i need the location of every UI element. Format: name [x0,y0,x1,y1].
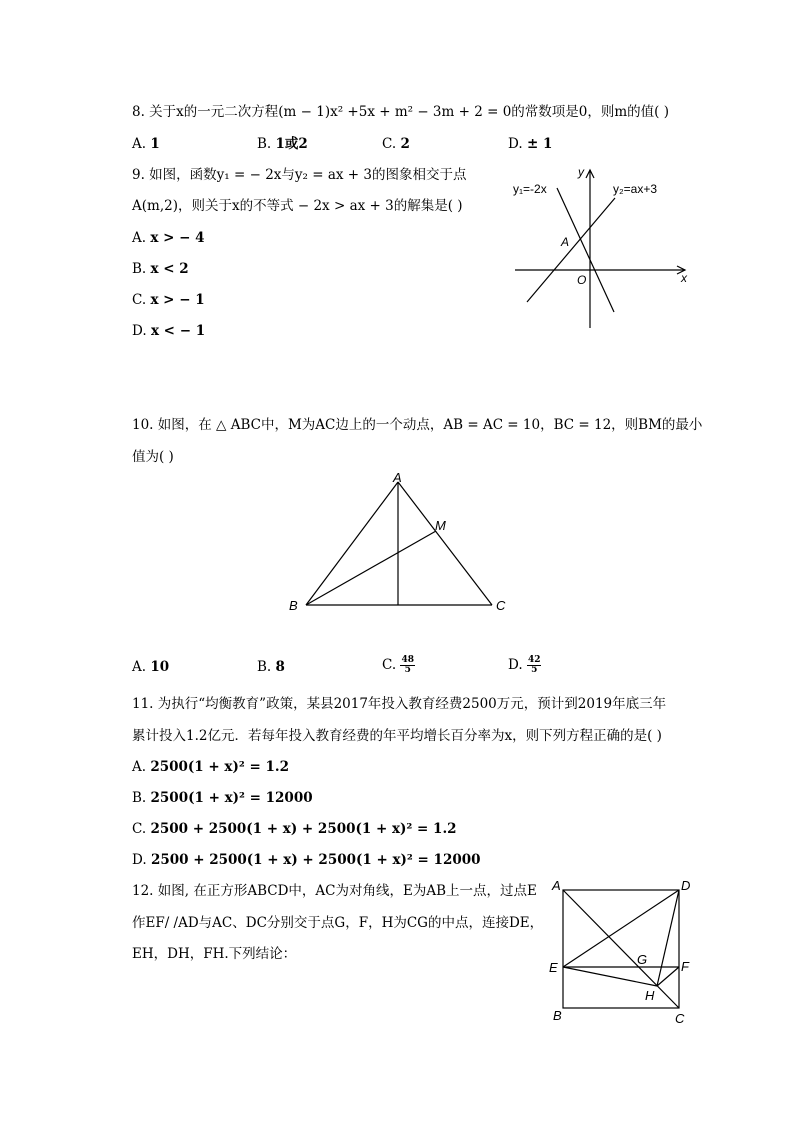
label-g: G [637,952,648,967]
label-o: O [577,273,587,287]
segment-bm [306,531,436,605]
q9-stem-line1: 9. 如图，函数y₁ = − 2x与y₂ = ax + 3的图象相交于点 [132,167,467,183]
label-a: A [552,878,561,893]
label-c: C [496,598,506,613]
q9-option-c: C. x > − 1 [132,292,205,308]
q8-option-b: B. 1或2 [257,136,308,152]
line-y1 [557,188,614,312]
label-e: E [549,960,558,975]
q11-option-b: B. 2500(1 + x)² = 12000 [132,790,313,806]
label-f: F [681,959,689,974]
segment-eh [563,967,657,986]
q12-stem-line2: 作EF/ /AD与AC、DC分别交于点G，F，H为CG的中点，连接DE， [132,915,544,931]
q12-stem-line3: EH，DH，FH.下列结论： [132,946,297,962]
label-b: B [289,598,298,613]
label-y: y [578,165,584,179]
segment-dh [657,890,679,986]
label-a: A [393,470,402,485]
label-b: B [553,1008,562,1023]
q11-option-c: C. 2500 + 2500(1 + x) + 2500(1 + x)² = 1.2 [132,821,457,837]
label-m: M [435,518,446,533]
label-d: D [681,878,691,893]
q10-option-b: B. 8 [257,659,285,675]
q11-option-a: A. 2500(1 + x)² = 1.2 [132,759,289,775]
q10-option-c: C. $\frac{48}{5}$ [382,655,414,675]
q9-stem-line2: A(m,2)，则关于x的不等式 − 2x > ax + 3的解集是( ) [132,198,463,214]
q8-option-a: A. 1 [132,136,160,152]
q10-stem-line1: 10. 如图，在 △ ABC中，M为AC边上的一个动点，AB = AC = 10，BC = 12，则BM的最小 [132,417,703,433]
side-ac [398,482,492,605]
q10-option-a: A. 10 [132,659,170,675]
label-c: C [675,1011,685,1026]
q12-stem-line1: 12. 如图, 在正方形ABCD中，AC为对角线，E为AB上一点，过点E [132,883,537,899]
q10-triangle-figure [285,468,515,618]
label-y1: y₁=-2x [513,182,547,196]
q9-option-b: B. x < 2 [132,261,189,277]
q11-stem-line1: 11. 为执行“均衡教育”政策，某县2017年投入教育经费2500万元，预计到2019年底三年 [132,696,667,712]
label-a: A [561,235,570,249]
side-ab [306,482,398,605]
q12-square-figure [545,875,705,1027]
label-y2: y₂=ax+3 [613,182,658,196]
q8-option-d: D. ± 1 [508,136,553,152]
q10-option-d: D. $\frac{42}{5}$ [508,655,541,675]
q10-stem-line2: 值为( ) [132,449,174,465]
diagonal-ac [563,890,679,1008]
fraction: $\frac{42}{5}$ [527,655,541,675]
q9-option-d: D. x < − 1 [132,323,206,339]
q8-stem: 8. 关于x的一元二次方程(m − 1)x² +5x + m² − 3m + 2 = 0的常数项是0，则m的值( ) [132,104,670,120]
q9-function-graph [505,160,695,332]
label-h: H [645,988,655,1003]
q11-option-d: D. 2500 + 2500(1 + x) + 2500(1 + x)² = 12000 [132,852,481,868]
q9-option-a: A. x > − 4 [132,230,205,246]
q11-stem-line2: 累计投入1.2亿元．若每年投入教育经费的年平均增长百分率为x，则下列方程正确的是( ) [132,728,662,744]
fraction: $\frac{48}{5}$ [401,655,414,675]
segment-de [563,890,679,967]
label-x: x [681,271,687,285]
q8-option-c: C. 2 [382,136,410,152]
